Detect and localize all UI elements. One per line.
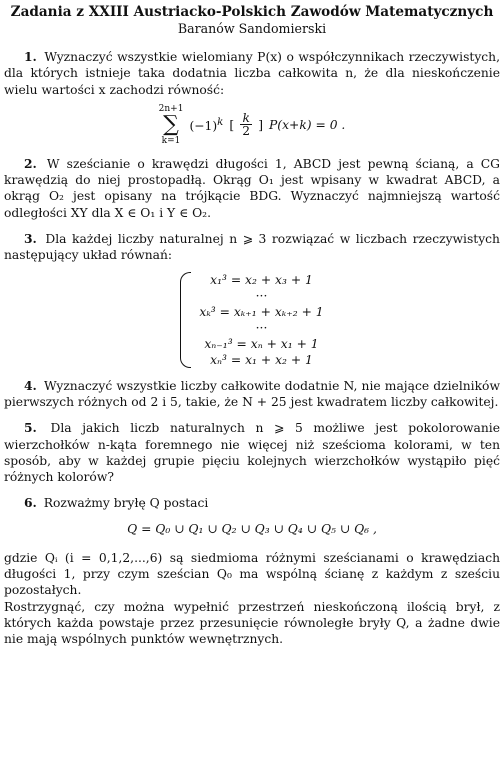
equation-k: xₖ³ = xₖ₊₁ + xₖ₊₂ + 1 [199, 304, 324, 319]
sum-upper-limit: 2n+1 [158, 103, 184, 114]
problem-4 [4, 378, 500, 411]
formula-sign-factor: $(-1)^k$ [189, 116, 224, 134]
summation [159, 104, 184, 146]
equation-1: x₁³ = x₂ + x₃ + 1 [210, 272, 313, 287]
fraction [240, 112, 252, 137]
sigma-symbol: ∑ [163, 111, 179, 137]
problem-5 [4, 420, 500, 485]
document-title: Zadania z XXIII Austriacko-Polskich Zawodów Matematycznych [10, 4, 494, 20]
equation-dots: ··· [255, 320, 268, 335]
fraction-denominator: 2 [242, 124, 251, 139]
problem-6 [4, 495, 500, 647]
problem-statement: Wyznaczyć wszystkie liczby całkowite dodatnie N, nie mające dzielników pierwszych różnych od 2 i 5, takie, że N + 25 jest kwadratem liczby całkowitej. [4, 378, 500, 409]
problem-6-formula: Q = Q₀ ∪ Q₁ ∪ Q₂ ∪ Q₃ ∪ Q₄ ∪ Q₅ ∪ Q₆ , [127, 521, 377, 536]
problem-number: 1. [24, 49, 37, 64]
problem-number: 2. [24, 155, 37, 171]
equation-system [4, 272, 500, 368]
problem-1 [4, 49, 500, 146]
document-subtitle: Baranów Sandomierski [177, 21, 327, 36]
problem-statement: Wyznaczyć wszystkie wielomiany P(x) o współczynnikach rzeczywistych, dla których istnieje taka dodatnia liczba całkowita n, że dla nieskończenie wielu wartości x zachodzi równość: [4, 50, 500, 97]
problem-number: 3. [24, 231, 37, 247]
left-brace [180, 272, 191, 368]
problem-statement: W sześcianie o krawędzi długości 1, ABCD jest pewną ścianą, a CG krawędzią do niej prostopadłą. Okrąg O₁ jest wpisany w kwadrat ABCD, a okrąg O₂ jest opisany na trójkącie BDG. Wyznaczyć najmniejszą wartość odległości XY dla X ∈ O₁ i Y ∈ O₂. [4, 156, 500, 220]
floor-bracket: [ [229, 117, 235, 132]
problem-number: 6. [24, 495, 37, 511]
equation-n-minus-1: xₙ₋₁³ = xₙ + x₁ + 1 [204, 336, 319, 351]
problem-statement: Rozważmy bryłę Q postaci [43, 496, 209, 511]
equation-dots: ··· [255, 288, 268, 303]
formula-right: P(x+k) = 0 . [269, 117, 346, 132]
problem-statement: Dla każdej liczby naturalnej n ⩾ 3 rozwiązać w liczbach rzeczywistych następujący układ równań: [4, 232, 500, 263]
sum-lower-limit: k=1 [161, 135, 181, 146]
problem-2 [4, 156, 500, 221]
problem-number: 5. [24, 420, 37, 436]
problem-6-question: Rostrzygnąć, czy można wypełnić przestrzeń nieskończoną ilością brył, z których każda powstaje przez przesunięcie równoległe bryły Q, a żadne dwie nie mają wspólnych punktów wewnętrznych. [4, 599, 500, 647]
equation-n: xₙ³ = x₁ + x₂ + 1 [210, 352, 313, 367]
floor-bracket-close: ] [258, 117, 264, 132]
formula-exponent: k [217, 116, 224, 129]
problem-statement: Dla jakich liczb naturalnych n ⩾ 5 możliwe jest pokolorowanie wierzchołków n-kąta foremnego nie więcej niż sześcioma kolorami, w ten sposób, aby w każdej grupie pięciu kolejnych wierzchołków wystąpiło pięć różnych kolorów? [4, 421, 500, 485]
problem-1-text [4, 49, 500, 98]
problem-6-continuation: gdzie Qᵢ (i = 0,1,2,...,6) są siedmioma różnymi sześcianami o krawędziach długości 1, przy czym sześcian Q₀ ma wspólną ścianę z każdym z sześciu pozostałych. [4, 550, 500, 598]
problem-number: 4. [24, 377, 37, 393]
problem-1-formula [4, 104, 500, 146]
problem-3 [4, 231, 500, 368]
fraction-numerator: k [242, 111, 250, 126]
